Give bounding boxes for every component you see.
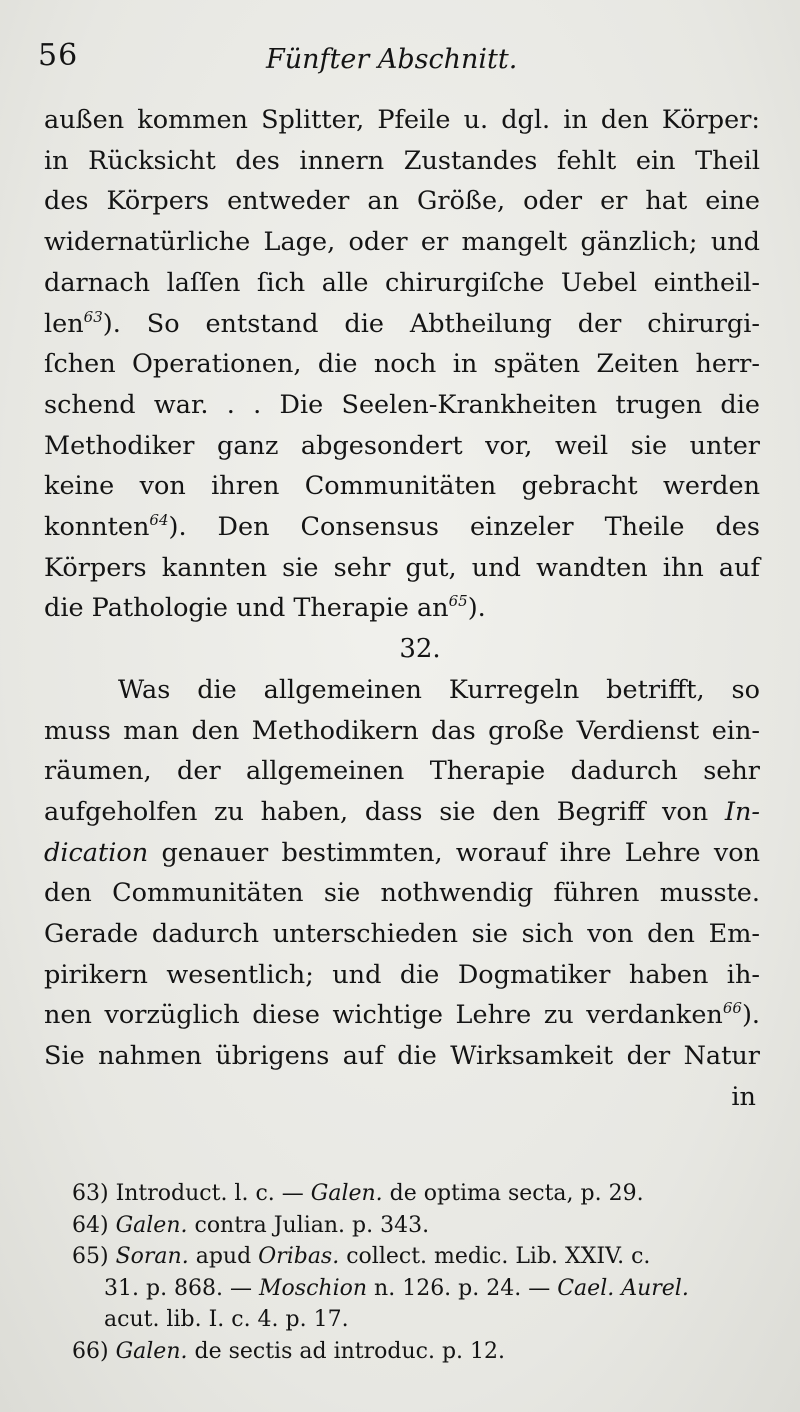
text-fragment: 64) — [72, 1212, 116, 1238]
footnote-65-cont: acut. lib. I. c. 4. p. 17. — [104, 1307, 349, 1332]
text-fragment: 65) — [72, 1244, 116, 1269]
footnotes — [72, 1178, 758, 1367]
text-line: Methodiker ganz abgesondert vor, weil sie unter — [44, 430, 760, 461]
page-header — [38, 38, 758, 82]
text-fragment: collect. medic. Lib. XXIV. c. — [339, 1244, 651, 1269]
italic-term: Oribas. — [258, 1244, 340, 1269]
running-head: Fünfter Abschnitt. — [266, 44, 518, 75]
text-line: darnach laſſen ſich alle chirurgiſche Uebel eintheil- — [44, 267, 760, 298]
text-line: räumen, der allgemeinen Therapie dadurch sehr — [44, 756, 760, 787]
text-fragment: ). Den Consensus einzeler Theile des — [168, 512, 760, 543]
footnote-63 — [72, 1178, 758, 1210]
text-line: schend war. . . Die Seelen-Krankheiten trugen die — [44, 389, 760, 420]
text-line: ſchen Operationen, die noch in späten Zeiten herr- — [44, 349, 760, 380]
footnote-ref-64: 64 — [149, 511, 169, 530]
text-line — [44, 304, 760, 345]
text-line: widernatürliche Lage, oder er mangelt gänzlich; und — [44, 227, 760, 258]
text-fragment: de optima secta, p. 29. — [382, 1181, 644, 1206]
text-line — [44, 995, 760, 1036]
text-fragment: die Pathologie und Therapie an — [44, 593, 449, 624]
text-line: den Communitäten sie nothwendig führen musste. — [44, 878, 760, 909]
footnote-65 — [72, 1241, 758, 1273]
text-line: Sie nahmen übrigens auf die Wirksamkeit der Natur — [44, 1041, 760, 1072]
text-line: des Körpers entweder an Größe, oder er hat eine — [44, 186, 760, 217]
text-line: in Rücksicht des innern Zustandes fehlt ein Theil — [44, 145, 760, 176]
text-line: pirikern wesentlich; und die Dogmatiker haben ih- — [44, 959, 760, 990]
footnote-66 — [72, 1336, 758, 1368]
section-number: 32. — [399, 634, 441, 665]
italic-term: Moschion — [259, 1275, 368, 1301]
italic-term: dication — [44, 837, 149, 868]
text-line: Körpers kannten sie sehr gut, und wandten ihn auf — [44, 552, 760, 583]
italic-term: In- — [724, 796, 760, 827]
catchword: in — [731, 1081, 756, 1112]
italic-term: Soran. — [115, 1244, 189, 1269]
page-number: 56 — [38, 38, 79, 73]
text-line — [44, 588, 760, 629]
text-fragment: apud — [188, 1244, 259, 1269]
footnote-ref-66: 66 — [722, 999, 742, 1018]
text-fragment: ). — [741, 1000, 760, 1031]
footnote-ref-63: 63 — [83, 307, 103, 326]
italic-term: Cael. Aurel. — [557, 1275, 689, 1301]
text-fragment: de sectis ad introduc. p. 12. — [187, 1338, 505, 1364]
text-fragment: ). — [467, 593, 486, 624]
text-fragment: 31. p. 868. — — [104, 1275, 260, 1301]
text-line — [44, 833, 760, 874]
text-fragment: 63) Introduct. l. c. — — [72, 1181, 311, 1206]
footnote-64 — [72, 1210, 758, 1242]
text-fragment: konnten — [44, 512, 150, 543]
footnote-65-cont — [72, 1273, 758, 1305]
text-line: außen kommen Splitter, Pfeile u. dgl. in den Körper: — [44, 105, 760, 135]
text-line — [44, 507, 760, 548]
text-line: keine von ihren Communitäten gebracht werden — [44, 471, 760, 502]
text-line — [44, 792, 760, 833]
footnote-ref-65: 65 — [448, 592, 468, 611]
main-text — [44, 100, 760, 1118]
italic-term: Galen. — [115, 1212, 188, 1238]
text-fragment: genauer bestimmten, worauf ihre Lehre von — [161, 837, 760, 868]
text-line: Gerade dadurch unterschieden sie sich von den Em- — [44, 919, 760, 950]
text-fragment: nen vorzüglich diese wichtige Lehre zu verdanken — [44, 1000, 723, 1031]
text-fragment: len — [44, 308, 84, 339]
italic-term: Galen. — [115, 1338, 188, 1364]
text-fragment: contra Julian. p. 343. — [187, 1212, 430, 1238]
text-fragment: 66) — [72, 1338, 116, 1364]
text-fragment: aufgeholfen zu haben, dass sie den Begriff von — [44, 796, 709, 827]
text-line: Was die allgemeinen Kurregeln betrifft, so — [118, 674, 760, 705]
text-fragment: ). So entstand die Abtheilung der chirurgi- — [102, 308, 760, 339]
text-line: muss man den Methodikern das große Verdienst ein- — [44, 715, 760, 746]
text-fragment: n. 126. p. 24. — — [367, 1275, 558, 1301]
italic-term: Galen. — [310, 1181, 383, 1206]
